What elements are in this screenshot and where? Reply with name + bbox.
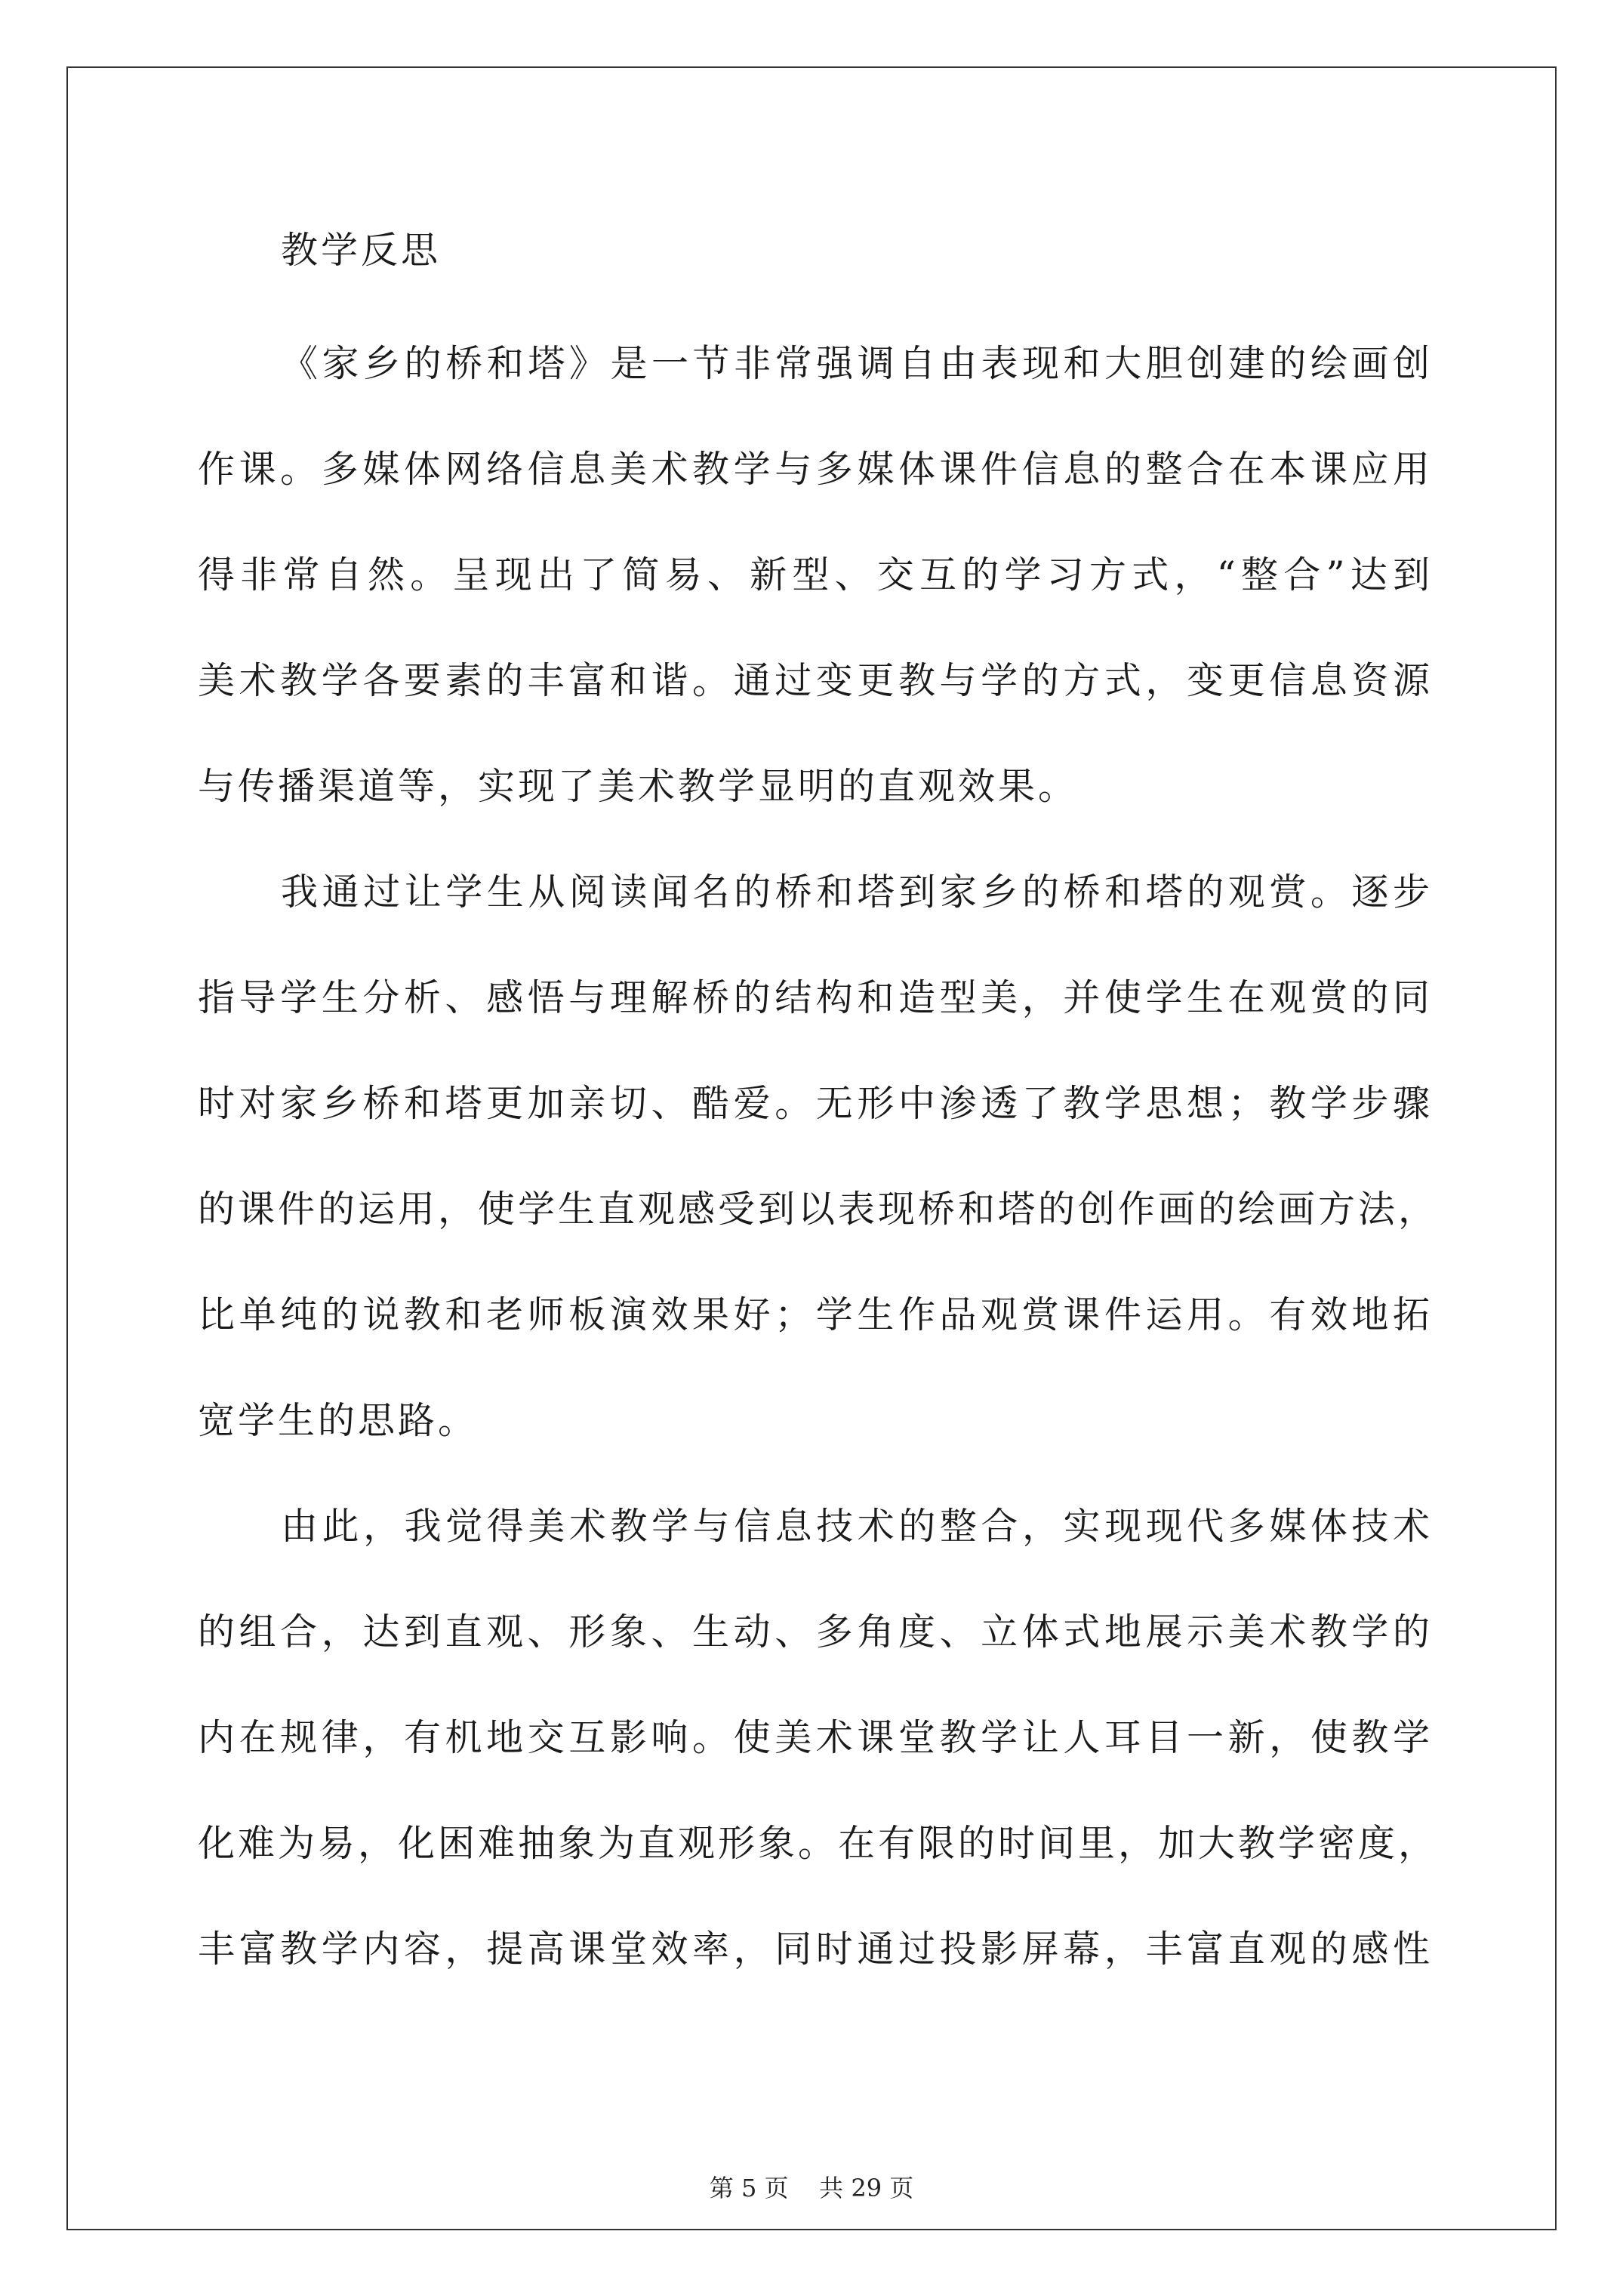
page-number-footer: 第 5 页 共 29 页 [709,2174,914,2202]
page-border [66,66,1557,2230]
paragraph-line: 作课。多媒体网络信息美术教学与多媒体课件信息的整合在本课应用 [198,448,1433,491]
paragraph-line: 时对家乡桥和塔更加亲切、酷爱。无形中渗透了教学思想；教学步骤 [198,1082,1433,1125]
paragraph-line: 丰富教学内容，提高课堂效率，同时通过投影屏幕，丰富直观的感性 [198,1928,1433,1971]
paragraph-line: 比单纯的说教和老师板演效果好；学生作品观赏课件运用。有效地拓 [198,1293,1433,1336]
paragraph-line: 《家乡的桥和塔》是一节非常强调自由表现和大胆创建的绘画创 [281,342,1433,385]
paragraph-line: 指导学生分析、感悟与理解桥的结构和造型美，并使学生在观赏的同 [198,976,1433,1019]
paragraph-line: 的组合，达到直观、形象、生动、多角度、立体式地展示美术教学的 [198,1610,1433,1653]
paragraph-line: 内在规律，有机地交互影响。使美术课堂教学让人耳目一新，使教学 [198,1716,1433,1759]
paragraph-line: 美术教学各要素的丰富和谐。通过变更教与学的方式，变更信息资源 [198,659,1433,702]
paragraph-line: 与传播渠道等，实现了美术教学显明的直观效果。 [198,765,1079,808]
paragraph-line: 得非常自然。呈现出了简易、新型、交互的学习方式，“整合”达到 [198,553,1433,596]
paragraph-line: 由此，我觉得美术教学与信息技术的整合，实现现代多媒体技术 [281,1505,1433,1548]
paragraph-line: 我通过让学生从阅读闻名的桥和塔到家乡的桥和塔的观赏。逐步 [281,871,1433,914]
paragraph-line: 的课件的运用，使学生直观感受到以表现桥和塔的创作画的绘画方法， [198,1188,1439,1231]
heading-line: 教学反思 [281,229,442,272]
paragraph-line: 化难为易，化困难抽象为直观形象。在有限的时间里，加大教学密度， [198,1822,1439,1865]
paragraph-line: 宽学生的思路。 [198,1399,479,1442]
